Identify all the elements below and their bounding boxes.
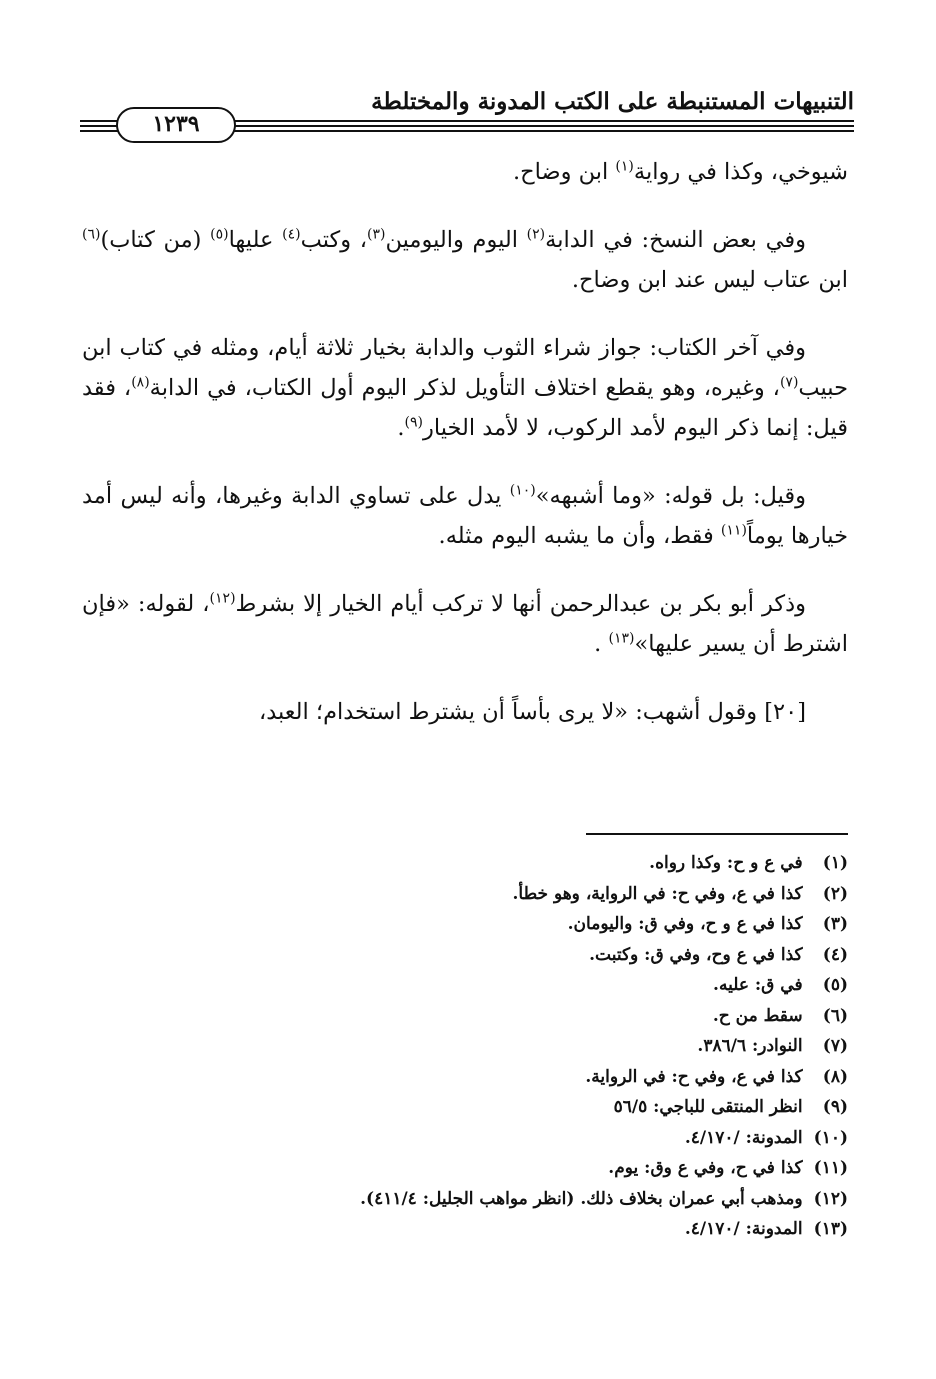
footnote-item [82,1184,848,1215]
footnote-text: في ق: عليه. [713,975,803,995]
footnote-number: (٨) [822,1066,848,1087]
footnotes-list [82,848,848,1245]
footnote-reference: (٢) [526,226,546,243]
footnote-reference: (١١) [720,522,747,539]
running-title: التنبيهات المستنبطة على الكتب المدونة والمختلطة [371,88,854,115]
footnote-number: (٥) [822,975,848,995]
main-text [82,152,848,760]
footnote-item [82,1031,848,1062]
footnote-reference: (١) [615,158,634,175]
footnote-reference: (٧) [779,374,799,391]
page-number: ١٢٣٩ [116,107,236,143]
footnote-item [82,909,848,940]
footnote-number: (٦) [822,1005,848,1026]
footnote-number: (١٠) [813,1127,848,1148]
text-segment: شيوخي، وكذا في رواية [633,159,848,185]
text-segment: اليوم واليومين [385,227,527,253]
text-segment: ابن عتاب ليس عند ابن وضاح. [571,267,848,293]
footnote-item [82,970,848,1001]
footnote-item [82,879,848,910]
footnote-text: كذا في ع و ح، وفي ق: واليومان. [567,914,803,934]
footnote-item [82,940,848,971]
footnote-number: (١١) [813,1158,848,1178]
footnote-text: كذا في ع، وفي ح: في الرواية. [585,1066,803,1087]
footnote-number: (١٢) [813,1188,848,1209]
text-segment: وقيل: بل قوله: «وما أشبهه» [535,483,806,509]
footnote-item [82,1062,848,1093]
text-segment: ، لقوله: «فإن اشترط أن يسير عليها» [82,591,848,657]
footnote-number: (٤) [822,944,848,965]
text-segment: وفي بعض النسخ: في الدابة [545,227,806,253]
footnote-text: المدونة: /٤/١٧٠. [684,1219,803,1239]
footnote-number: (٧) [822,1036,848,1056]
text-segment: ، وكتب [300,227,368,253]
footnote-item [82,848,848,879]
footnote-text: سقط من ح. [712,1005,803,1026]
footnote-reference: (١٣) [608,630,635,647]
text-segment: وذكر أبو بكر بن عبدالرحمن أنها لا تركب أيام الخيار إلا بشرط [235,591,806,617]
footnote-item [82,1092,848,1123]
footnote-item [82,1214,848,1245]
footnote-text: النوادر: ٣٨٦/٦. [697,1036,803,1056]
paragraph [82,584,848,664]
footnote-reference: (٤) [282,226,301,243]
footnote-reference: (٦) [82,226,101,243]
footnote-text: كذا في ع وح، وفي ق: وكتبت. [589,944,803,965]
text-segment: ، وغيره، وهو يقطع اختلاف التأويل لذكر اليوم أول الكتاب، في الدابة [149,375,780,401]
footnote-text: كذا في ع، وفي ح: في الرواية، وهو خطأ. [512,883,803,904]
footnote-separator [586,833,848,835]
text-segment: عليها [228,227,283,253]
text-segment: [٢٠] وقول أشهب: «لا يرى بأساً أن يشترط استخدام؛ العبد، [258,699,806,725]
footnote-number: (٣) [822,914,848,934]
footnote-text: ومذهب أبي عمران بخلاف ذلك. (انظر مواهب الجليل: ٤١١/٤). [360,1188,803,1209]
footnote-number: (٢) [822,883,848,904]
footnote-text: المدونة: /٤/١٧٠. [684,1127,803,1148]
page-header [80,86,854,137]
footnote-reference: (١٢) [209,590,236,607]
footnote-reference: (٩) [404,414,423,431]
footnote-reference: (١٠) [509,482,536,499]
footnote-item [82,1153,848,1184]
text-segment: . [397,415,405,441]
paragraph [82,220,848,300]
footnote-number: (١٣) [813,1219,848,1239]
text-segment: فقط، وأن ما يشبه اليوم مثله. [438,523,721,549]
text-segment: وفي آخر الكتاب: جواز شراء الثوب والدابة بخيار ثلاثة أيام، ومثله في كتاب ابن حبيب [82,335,848,401]
footnote-text: في ع و ح: وكذا رواه. [649,853,803,873]
footnote-text: كذا في ح، وفي ع وق: يوم. [608,1158,803,1178]
text-segment: . [594,631,609,657]
footnote-reference: (٨) [131,374,150,391]
text-segment: ابن وضاح. [512,159,616,185]
text-segment: ، فقد قيل: إنما ذكر اليوم لأمد الركوب، لا لأمد الخيار [82,375,848,441]
paragraph [82,152,848,192]
footnote-number: (١) [822,853,848,873]
footnote-item [82,1001,848,1032]
text-segment: (من كتاب) [100,227,211,253]
text-segment: يدل على تساوي الدابة وغيرها، وأنه ليس أمد خيارها يوماً [82,483,848,549]
paragraph [82,692,848,732]
footnote-text: انظر المنتقى للباجي: ٥٦/٥ [613,1097,803,1117]
footnote-reference: (٥) [210,226,229,243]
footnote-number: (٩) [822,1097,848,1117]
paragraph [82,476,848,556]
footnote-reference: (٣) [367,226,386,243]
paragraph [82,328,848,448]
footnote-item [82,1123,848,1154]
